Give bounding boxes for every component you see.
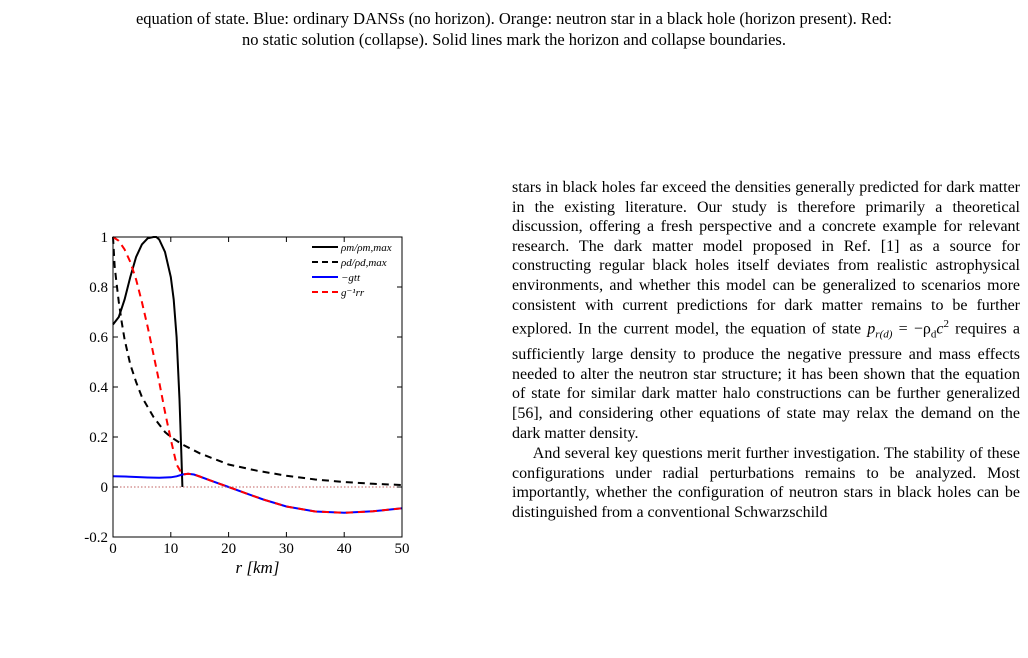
eq-sub: r(d) — [875, 328, 893, 341]
series-line-0 — [113, 237, 182, 487]
eq-mid: = −ρ — [892, 320, 931, 338]
legend-label: −gtt — [341, 272, 361, 284]
eq-sup: 2 — [943, 318, 949, 331]
paragraph-2: And several key questions merit further investigation. The stability of these configurations under radial perturbations remains to be analyzed. Most importantly, whether the configuration of neutron stars in black holes can be distinguished from a conventional Schwarzschild — [512, 445, 1020, 522]
caption-line-2: no static solution (collapse). Solid lines mark the horizon and collapse boundaries. — [242, 30, 786, 49]
x-tick-label: 40 — [336, 541, 352, 557]
x-tick-label: 30 — [278, 541, 294, 557]
y-tick-label: 0.6 — [89, 330, 108, 346]
x-tick-label: 10 — [163, 541, 179, 557]
y-tick-label: 0 — [100, 480, 108, 496]
paragraph-1-text-b: requires a sufficiently large density to produce the negative pressure and mass effects needed to alter the neutron star structure; it has been shown that the equation of state for similar dark matter halo constructions can be further generalized [56], and considering other equations of state may relax the demand on the dark matter density. — [512, 320, 1021, 442]
legend-label: ρd/ρd,max — [341, 257, 387, 269]
paragraph-1 — [512, 178, 1020, 443]
figure-caption — [0, 8, 1028, 50]
paragraph-1-text-a: stars in black holes far exceed the densities generally predicted for dark matter in the existing literature. Our study is therefore primarily a theoretical discussion, offering a fresh perspective and a concrete example for relevant research. The dark matter model proposed in Ref. [1] as a source for constructing regular black holes itself deviates from realistic astrophysical environments, and whether this model can be generalized to scenarios more consistent with current predictions for dark matter remains to be further explored. In the current model, the equation of state — [512, 179, 1020, 338]
caption-line-1: equation of state. Blue: ordinary DANSs (no horizon). Orange: neutron star in a black hole (horizon present). Red: — [135, 9, 893, 28]
x-tick-label: 20 — [221, 541, 237, 557]
y-tick-label: 1 — [100, 230, 108, 246]
y-tick-label: 0.8 — [89, 280, 108, 296]
legend-label: g⁻¹rr — [341, 287, 365, 299]
figure-plot — [60, 220, 430, 580]
x-tick-label: 50 — [394, 541, 410, 557]
legend-label: ρm/ρm,max — [341, 242, 392, 254]
body-text — [512, 178, 1020, 523]
x-axis-label: r [km] — [235, 558, 280, 577]
eq-p: p — [867, 320, 876, 338]
y-tick-label: -0.2 — [84, 530, 108, 546]
line-chart — [60, 220, 430, 580]
y-tick-label: 0.2 — [89, 430, 108, 446]
x-tick-label: 0 — [109, 541, 117, 557]
y-tick-label: 0.4 — [89, 380, 108, 396]
eq-c: c — [936, 320, 944, 338]
eq-sub2: d — [930, 328, 937, 341]
series-line-2 — [113, 474, 402, 513]
